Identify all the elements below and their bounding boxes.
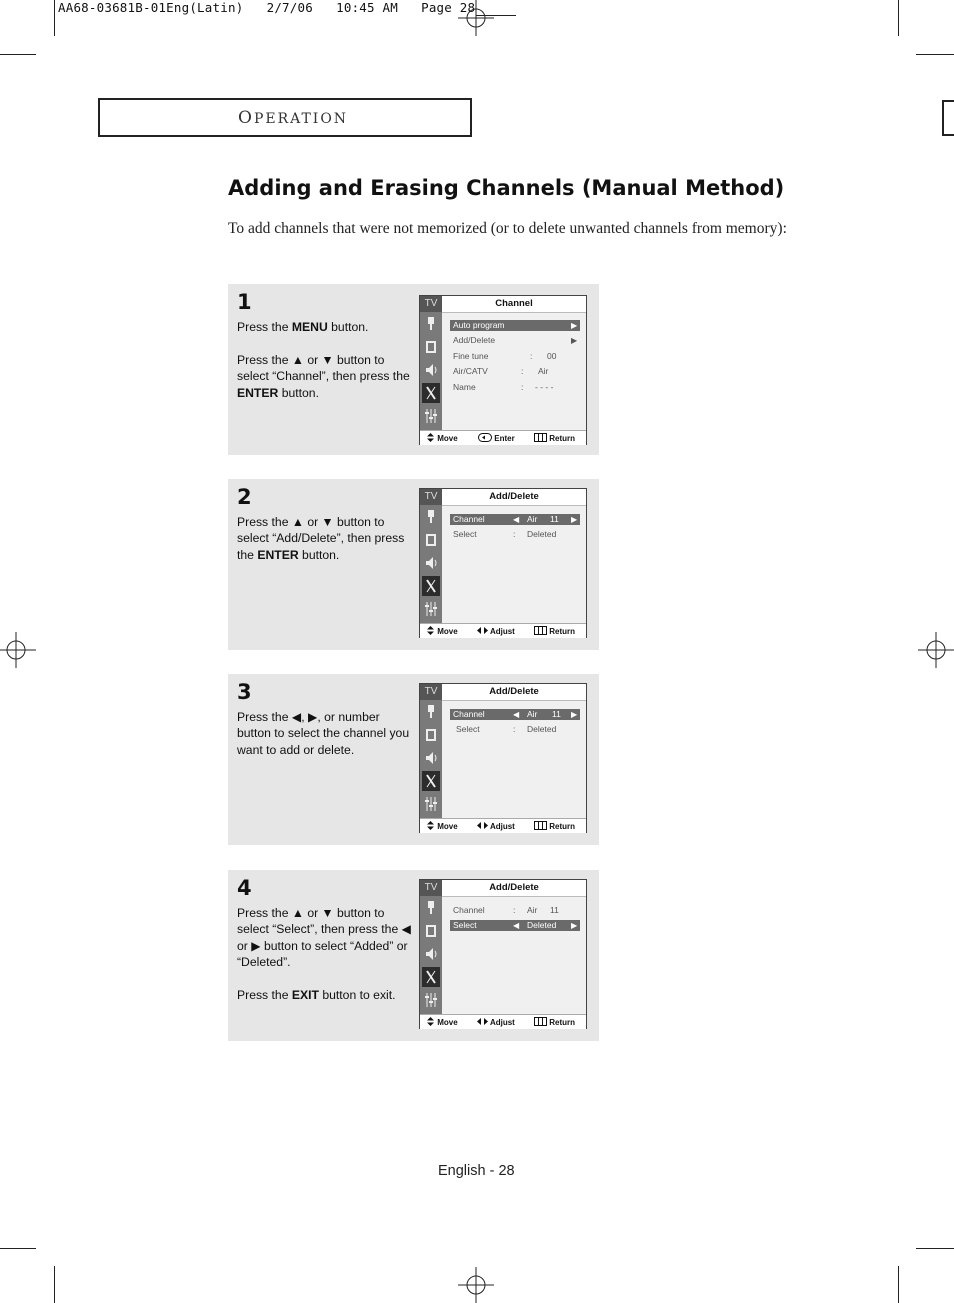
return-hint [534, 821, 575, 831]
row-colon: : [513, 529, 516, 539]
step-number: 2 [237, 485, 252, 509]
text: Press the ▲ or ▼ button to select “Select”, then press the ◀ or ▶ button to select “Added” or “Deleted”. [237, 906, 411, 970]
menu-row-air-catv[interactable] [450, 366, 580, 377]
row-label: Air/CATV [453, 366, 488, 376]
crop-mark [0, 1248, 36, 1249]
osd-footer [420, 1014, 586, 1029]
setup-icon [422, 406, 440, 426]
tv-label: TV [420, 296, 442, 312]
row-label: Channel [453, 709, 485, 719]
row-colon: : [513, 905, 516, 915]
registration-mark-icon [0, 632, 36, 668]
menu-row-select[interactable] [450, 724, 580, 735]
step-1-panel [228, 284, 599, 455]
tv-label: TV [420, 684, 442, 700]
sound-icon [422, 748, 440, 768]
channel-icon [422, 576, 440, 596]
return-icon [534, 821, 547, 830]
move-hint [426, 433, 458, 443]
tv-label: TV [420, 880, 442, 896]
text: Press the ▲ or ▼ button to select “Channel”, then press the [237, 352, 410, 384]
input-icon [422, 702, 440, 722]
channel-number: 11 [550, 514, 559, 524]
row-colon: : [530, 351, 533, 361]
osd-screen [419, 488, 587, 638]
section-header [98, 98, 472, 137]
row-label: Channel [453, 905, 485, 915]
crop-mark [0, 54, 36, 55]
row-label: Select [453, 529, 477, 539]
row-value: Air [527, 709, 538, 719]
section-cap: O [238, 108, 254, 128]
row-value: Deleted [527, 920, 557, 930]
input-icon [422, 314, 440, 334]
hint-label: Return [549, 822, 576, 831]
step-instructions [237, 709, 413, 775]
osd-menu [442, 313, 586, 430]
row-colon: : [521, 366, 524, 376]
enter-key-label: ENTER [257, 547, 299, 562]
row-colon: : [521, 382, 524, 392]
registration-mark-icon [918, 632, 954, 668]
osd-sidebar [420, 880, 442, 1014]
enter-key-label: ENTER [237, 385, 279, 400]
arrow-right-icon: ▶ [571, 336, 578, 345]
row-value: Deleted [527, 724, 557, 734]
osd-menu [442, 701, 586, 818]
picture-icon [422, 921, 440, 941]
osd-sidebar [420, 684, 442, 818]
crop-mark [916, 54, 954, 55]
hint-label: Move [437, 627, 458, 636]
step-4-panel [228, 870, 599, 1041]
crop-mark [898, 1266, 899, 1303]
adjust-hint [477, 626, 515, 636]
osd-screen [419, 683, 587, 833]
adjust-hint [477, 1017, 515, 1027]
return-hint [534, 1017, 575, 1027]
text: button to exit. [318, 988, 396, 1003]
hint-label: Move [437, 822, 458, 831]
hint-label: Adjust [489, 822, 515, 831]
menu-row-add-delete[interactable] [450, 335, 580, 346]
step-instructions [237, 319, 413, 417]
left-right-icon [477, 821, 488, 830]
hint-label: Enter [494, 434, 515, 443]
section-label [100, 108, 470, 128]
return-icon [534, 433, 547, 442]
picture-icon [422, 725, 440, 745]
intro-text: To add channels that were not memorized (or to delete unwanted channels from memory): [228, 220, 787, 237]
arrow-right-icon: ▶ [571, 921, 578, 930]
crop-mark [942, 100, 954, 136]
text: button. [327, 320, 369, 334]
step-2-panel [228, 479, 599, 650]
text: Press the [237, 320, 292, 334]
return-icon [534, 626, 547, 635]
page-title: Adding and Erasing Channels (Manual Method) [228, 176, 785, 200]
setup-icon [422, 599, 440, 619]
arrow-left-icon: ◀ [513, 515, 520, 524]
sound-icon [422, 553, 440, 573]
row-label: Fine tune [453, 351, 489, 361]
move-hint [426, 1017, 458, 1027]
text: Press the ◀, ▶, or number button to select the channel you want to add or delete. [237, 710, 410, 757]
menu-row-channel[interactable] [450, 905, 580, 916]
registration-mark-icon [458, 0, 494, 36]
exit-key-label: EXIT [291, 988, 319, 1003]
hint-label: Move [437, 434, 458, 443]
row-label: Add/Delete [453, 335, 496, 345]
crop-mark [54, 1266, 55, 1303]
up-down-icon [426, 1017, 435, 1026]
osd-title: Add/Delete [442, 684, 586, 701]
input-icon [422, 898, 440, 918]
return-icon [534, 1017, 547, 1026]
row-value: 00 [547, 351, 557, 361]
row-label: Name [453, 382, 476, 392]
step-number: 1 [237, 290, 252, 314]
text: Press the [237, 988, 292, 1003]
text: Press the ▲ or ▼ button to select “Add/Delete”, then press the [237, 515, 405, 562]
row-value: - - - - [535, 382, 554, 392]
enter-icon [478, 433, 492, 442]
text: button. [278, 385, 319, 400]
menu-row-name[interactable] [450, 382, 580, 393]
registration-mark-icon [458, 1267, 494, 1303]
row-value: Air [538, 366, 549, 376]
osd-screen [419, 295, 587, 445]
osd-sidebar [420, 296, 442, 430]
row-label: Auto program [453, 320, 505, 330]
arrow-left-icon: ◀ [513, 921, 520, 930]
picture-icon [422, 530, 440, 550]
menu-row-select[interactable] [450, 529, 580, 540]
sound-icon [422, 360, 440, 380]
channel-icon [422, 967, 440, 987]
crop-mark [54, 0, 55, 36]
menu-row-select[interactable] [450, 920, 580, 931]
step-instructions [237, 514, 413, 580]
osd-screen [419, 879, 587, 1029]
step-number: 4 [237, 876, 252, 900]
setup-icon [422, 794, 440, 814]
crop-mark [898, 0, 899, 36]
arrow-right-icon: ▶ [571, 515, 578, 524]
row-label: Channel [453, 514, 485, 524]
enter-hint [478, 433, 515, 443]
up-down-icon [426, 626, 435, 635]
hint-label: Return [549, 434, 576, 443]
up-down-icon [426, 821, 435, 830]
tv-label: TV [420, 489, 442, 505]
hint-label: Adjust [489, 1018, 515, 1027]
row-label: Select [456, 724, 480, 734]
sound-icon [422, 944, 440, 964]
hint-label: Move [437, 1018, 458, 1027]
menu-row-fine-tune[interactable] [450, 351, 580, 362]
menu-row-channel[interactable] [450, 709, 580, 720]
step-3-panel [228, 674, 599, 845]
input-icon [422, 507, 440, 527]
arrow-right-icon: ▶ [571, 321, 578, 330]
adjust-hint [477, 821, 515, 831]
osd-title: Channel [442, 296, 586, 313]
section-rest: PERATION [253, 111, 349, 127]
step-number: 3 [237, 680, 252, 704]
osd-title: Add/Delete [442, 489, 586, 506]
left-right-icon [477, 626, 488, 635]
hint-label: Return [549, 627, 576, 636]
hint-label: Adjust [489, 627, 515, 636]
row-value: Air [527, 905, 538, 915]
step-instructions [237, 905, 413, 1020]
row-colon: : [513, 724, 516, 734]
menu-key-label: MENU [291, 320, 328, 334]
left-right-icon [477, 1017, 488, 1026]
osd-footer [420, 623, 586, 638]
return-hint [534, 626, 575, 636]
channel-icon [422, 771, 440, 791]
osd-footer [420, 430, 586, 445]
crop-mark [916, 1248, 954, 1249]
text: button. [298, 547, 340, 562]
osd-title: Add/Delete [442, 880, 586, 897]
move-hint [426, 626, 458, 636]
print-slug: AA68-03681B-01Eng(Latin) 2/7/06 10:45 AM Page 28 [58, 0, 476, 15]
menu-row-auto-program[interactable] [450, 320, 580, 331]
channel-number: 11 [552, 709, 561, 719]
up-down-icon [426, 433, 435, 442]
row-value: Deleted [527, 529, 557, 539]
return-hint [534, 433, 575, 443]
arrow-left-icon: ◀ [513, 710, 520, 719]
menu-row-channel[interactable] [450, 514, 580, 525]
osd-footer [420, 818, 586, 833]
picture-icon [422, 337, 440, 357]
arrow-right-icon: ▶ [571, 710, 578, 719]
move-hint [426, 821, 458, 831]
channel-number: 11 [550, 905, 559, 915]
row-value: Air [527, 514, 538, 524]
setup-icon [422, 990, 440, 1010]
row-label: Select [453, 920, 477, 930]
channel-icon [422, 383, 440, 403]
hint-label: Return [549, 1018, 576, 1027]
page-number: English - 28 [438, 1163, 515, 1179]
osd-menu [442, 897, 586, 1014]
osd-menu [442, 506, 586, 623]
osd-sidebar [420, 489, 442, 623]
